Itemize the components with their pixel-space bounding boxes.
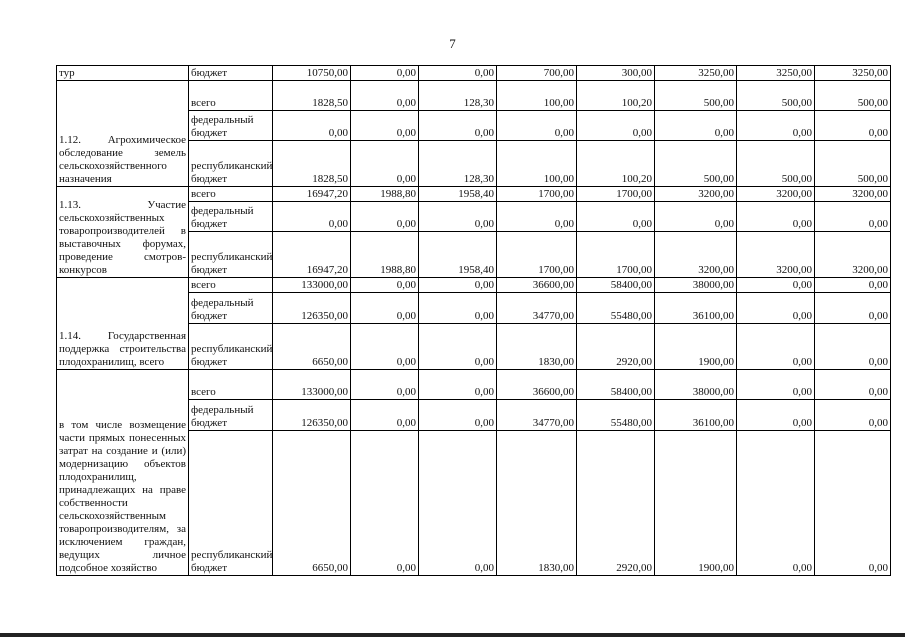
amount-cell: 0,00	[419, 431, 497, 576]
amount-cell: 300,00	[577, 66, 655, 81]
page-number: 7	[449, 36, 456, 51]
amount-cell: 0,00	[737, 293, 815, 324]
table-row	[57, 187, 891, 202]
amount-cell: 1700,00	[497, 232, 577, 278]
amount-cell: 0,00	[497, 202, 577, 232]
amount-cell: 0,00	[815, 111, 891, 141]
amount-cell: 55480,00	[577, 293, 655, 324]
amount-cell: 0,00	[419, 202, 497, 232]
amount-cell: 0,00	[419, 66, 497, 81]
funding-source: федеральный бюджет	[189, 293, 273, 324]
budget-table-body	[57, 66, 891, 576]
amount-cell: 0,00	[419, 111, 497, 141]
amount-cell: 1700,00	[577, 232, 655, 278]
amount-cell: 0,00	[351, 400, 419, 431]
amount-cell: 2920,00	[577, 431, 655, 576]
amount-cell: 0,00	[351, 111, 419, 141]
item-description: в том числе возмещение части прямых понесенных затрат на создание и (или) модернизацию объектов плодохранилищ, принадлежащих на праве собственности сельскохозяйственным товаропроизводителям, за исключением граждан, ведущих личное подсобное хозяйство	[57, 370, 189, 576]
amount-cell: 36600,00	[497, 370, 577, 400]
amount-cell: 1958,40	[419, 187, 497, 202]
amount-cell: 1900,00	[655, 431, 737, 576]
amount-cell: 0,00	[655, 202, 737, 232]
amount-cell: 1830,00	[497, 324, 577, 370]
amount-cell: 3200,00	[815, 187, 891, 202]
table-row	[57, 370, 891, 400]
amount-cell: 0,00	[351, 202, 419, 232]
amount-cell: 1828,50	[273, 81, 351, 111]
amount-cell: 100,20	[577, 81, 655, 111]
table-row	[57, 278, 891, 293]
amount-cell: 58400,00	[577, 278, 655, 293]
amount-cell: 34770,00	[497, 400, 577, 431]
amount-cell: 126350,00	[273, 400, 351, 431]
amount-cell: 0,00	[737, 370, 815, 400]
amount-cell: 0,00	[419, 370, 497, 400]
amount-cell: 6650,00	[273, 324, 351, 370]
amount-cell: 0,00	[577, 111, 655, 141]
amount-cell: 0,00	[497, 111, 577, 141]
funding-source: республиканский бюджет	[189, 324, 273, 370]
amount-cell: 0,00	[737, 400, 815, 431]
item-description: 1.13. Участие сельскохозяйственных товаропроизводителей в выставочных форумах, проведение смотров-конкурсов	[57, 187, 189, 278]
amount-cell: 128,30	[419, 81, 497, 111]
funding-source: всего	[189, 81, 273, 111]
funding-source: всего	[189, 278, 273, 293]
amount-cell: 3200,00	[737, 232, 815, 278]
amount-cell: 0,00	[655, 111, 737, 141]
amount-cell: 3200,00	[655, 232, 737, 278]
amount-cell: 0,00	[815, 278, 891, 293]
amount-cell: 1830,00	[497, 431, 577, 576]
funding-source: республиканский бюджет	[189, 232, 273, 278]
amount-cell: 500,00	[737, 141, 815, 187]
amount-cell: 500,00	[815, 141, 891, 187]
funding-source: федеральный бюджет	[189, 111, 273, 141]
amount-cell: 36100,00	[655, 293, 737, 324]
item-description: 1.12. Агрохимическое обследование земель сельскохозяйственного назначения	[57, 81, 189, 187]
amount-cell: 126350,00	[273, 293, 351, 324]
amount-cell: 0,00	[419, 400, 497, 431]
amount-cell: 0,00	[351, 278, 419, 293]
amount-cell: 0,00	[815, 293, 891, 324]
amount-cell: 0,00	[419, 278, 497, 293]
funding-source: всего	[189, 187, 273, 202]
amount-cell: 0,00	[737, 202, 815, 232]
amount-cell: 0,00	[351, 324, 419, 370]
amount-cell: 128,30	[419, 141, 497, 187]
amount-cell: 1988,80	[351, 232, 419, 278]
amount-cell: 0,00	[351, 141, 419, 187]
amount-cell: 1700,00	[497, 187, 577, 202]
amount-cell: 0,00	[351, 81, 419, 111]
table-row	[57, 66, 891, 81]
funding-source: бюджет	[189, 66, 273, 81]
scan-edge-rule	[0, 633, 905, 637]
amount-cell: 2920,00	[577, 324, 655, 370]
amount-cell: 0,00	[419, 293, 497, 324]
amount-cell: 1900,00	[655, 324, 737, 370]
item-description: 1.14. Государственная поддержка строительства плодохранилищ, всего	[57, 278, 189, 370]
amount-cell: 0,00	[577, 202, 655, 232]
amount-cell: 58400,00	[577, 370, 655, 400]
amount-cell: 3200,00	[815, 232, 891, 278]
amount-cell: 1958,40	[419, 232, 497, 278]
amount-cell: 0,00	[815, 370, 891, 400]
funding-source: федеральный бюджет	[189, 202, 273, 232]
amount-cell: 0,00	[273, 202, 351, 232]
amount-cell: 3200,00	[737, 187, 815, 202]
amount-cell: 3250,00	[737, 66, 815, 81]
amount-cell: 133000,00	[273, 370, 351, 400]
funding-source: федеральный бюджет	[189, 400, 273, 431]
amount-cell: 1828,50	[273, 141, 351, 187]
amount-cell: 100,00	[497, 141, 577, 187]
amount-cell: 0,00	[351, 370, 419, 400]
amount-cell: 0,00	[815, 431, 891, 576]
amount-cell: 500,00	[655, 81, 737, 111]
amount-cell: 36600,00	[497, 278, 577, 293]
amount-cell: 10750,00	[273, 66, 351, 81]
amount-cell: 0,00	[273, 111, 351, 141]
amount-cell: 0,00	[351, 293, 419, 324]
amount-cell: 500,00	[815, 81, 891, 111]
item-description: тур	[57, 66, 189, 81]
amount-cell: 3200,00	[655, 187, 737, 202]
amount-cell: 0,00	[737, 111, 815, 141]
amount-cell: 100,20	[577, 141, 655, 187]
amount-cell: 34770,00	[497, 293, 577, 324]
amount-cell: 0,00	[737, 324, 815, 370]
amount-cell: 0,00	[815, 400, 891, 431]
amount-cell: 0,00	[815, 202, 891, 232]
amount-cell: 0,00	[737, 431, 815, 576]
amount-cell: 500,00	[655, 141, 737, 187]
amount-cell: 100,00	[497, 81, 577, 111]
table-row	[57, 81, 891, 111]
funding-source: республиканский бюджет	[189, 431, 273, 576]
amount-cell: 700,00	[497, 66, 577, 81]
amount-cell: 38000,00	[655, 370, 737, 400]
amount-cell: 1988,80	[351, 187, 419, 202]
amount-cell: 133000,00	[273, 278, 351, 293]
amount-cell: 0,00	[419, 324, 497, 370]
amount-cell: 3250,00	[815, 66, 891, 81]
amount-cell: 38000,00	[655, 278, 737, 293]
amount-cell: 0,00	[351, 431, 419, 576]
amount-cell: 0,00	[351, 66, 419, 81]
amount-cell: 3250,00	[655, 66, 737, 81]
amount-cell: 16947,20	[273, 232, 351, 278]
funding-source: республиканский бюджет	[189, 141, 273, 187]
amount-cell: 16947,20	[273, 187, 351, 202]
amount-cell: 500,00	[737, 81, 815, 111]
amount-cell: 1700,00	[577, 187, 655, 202]
funding-source: всего	[189, 370, 273, 400]
amount-cell: 0,00	[815, 324, 891, 370]
amount-cell: 36100,00	[655, 400, 737, 431]
budget-table	[56, 65, 891, 576]
amount-cell: 55480,00	[577, 400, 655, 431]
amount-cell: 6650,00	[273, 431, 351, 576]
amount-cell: 0,00	[737, 278, 815, 293]
